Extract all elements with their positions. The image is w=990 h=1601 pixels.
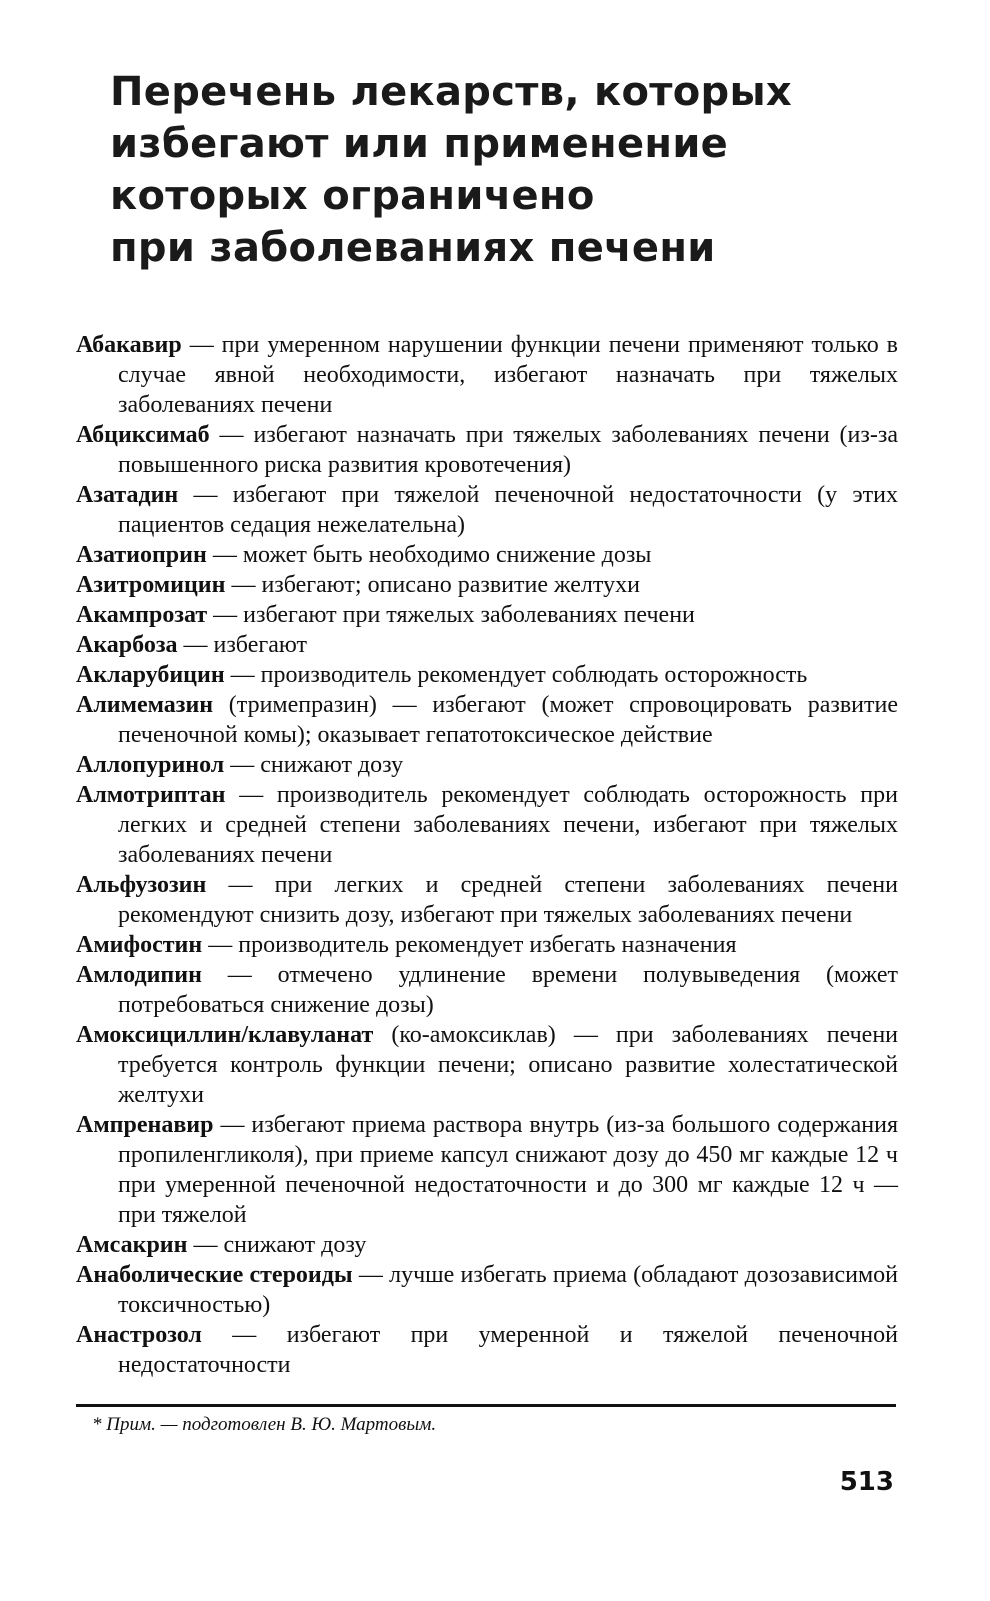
drug-entry [76,1260,898,1320]
drug-entry [76,630,898,660]
drug-name: Акларубицин [76,662,225,688]
title-line: Перечень лекарств, которых [110,69,793,115]
drug-entry [76,1110,898,1230]
drug-note: — производитель рекомендует избегать назначения [202,932,737,958]
page-number: 513 [839,1467,894,1497]
drug-note: — избегают назначать при тяжелых заболеваниях печени (из-за повышенного риска развития кровотечения) [118,422,898,478]
drug-name: Амоксициллин/клавуланат [76,1022,374,1048]
drug-entry [76,690,898,750]
drug-name: Амлодипин [76,962,202,988]
drug-note: — избегают приема раствора внутрь (из-за большого содержания пропиленгликоля), при приеме капсул снижают дозу до 450 мг каждые 12 ч при умеренной печеночной недостаточности и до 300 мг каждые 12 ч — при тяжелой [118,1112,898,1228]
drug-entry [76,570,898,600]
drug-name: Амсакрин [76,1232,188,1258]
drug-note: — снижают дозу [187,1232,367,1258]
title-line: которых ограничено [110,173,595,219]
drug-note: — снижают дозу [224,752,404,778]
drug-entry [76,540,898,570]
drug-name: Алимемазин [76,692,214,718]
drug-entry [76,480,898,540]
drug-note: — лучше избегать приема (обладают дозозависимой токсичностью) [118,1262,898,1318]
drug-note: — при легких и средней степени заболеваниях печени рекомендуют снизить дозу, избегают при тяжелых заболеваниях печени [118,872,898,928]
drug-name: Амифостин [76,932,203,958]
drug-entry [76,930,898,960]
drug-name: Акарбоза [76,632,178,658]
drug-entry [76,600,898,630]
drug-note: — при умеренном нарушении функции печени применяют только в случае явной необходимости, избегают назначать при тяжелых заболеваниях печени [118,332,898,418]
drug-name: Абакавир [76,332,182,358]
drug-note: — производитель рекомендует соблюдать осторожность при легких и средней степени заболеваниях печени, избегают при тяжелых заболеваниях печени [118,782,898,868]
drug-note: — производитель рекомендует соблюдать осторожность [224,662,808,688]
drug-entry [76,1230,898,1260]
drug-entry [76,330,898,420]
drug-note: — избегают при тяжелых заболеваниях печени [207,602,695,628]
drug-note: — избегают [177,632,307,658]
page-title [110,66,910,274]
footnote: * Прим. — подготовлен В. Ю. Мартовым. [92,1414,437,1435]
title-line: избегают или применение [110,121,729,167]
drug-note: — избегают; описано развитие желтухи [225,572,640,598]
drug-note: (ко-амоксиклав) — при заболеваниях печени требуется контроль функции печени; описано развитие холестатической желтухи [118,1022,898,1108]
drug-entry [76,1320,898,1380]
drug-name: Аллопуринол [76,752,225,778]
drug-entry [76,660,898,690]
drug-note: (тримепразин) — избегают (может спровоцировать развитие печеночной комы); оказывает гепатотоксическое действие [118,692,898,748]
drug-name: Акампрозат [76,602,208,628]
drug-entry [76,750,898,780]
title-line: при заболеваниях печени [110,225,716,271]
drug-entry [76,1020,898,1110]
drug-name: Ампренавир [76,1112,214,1138]
drug-name: Альфузозин [76,872,207,898]
drug-name: Анастрозол [76,1322,202,1348]
drug-note: — отмечено удлинение времени полувыведения (может потребоваться снижение дозы) [118,962,898,1018]
drug-entry [76,870,898,930]
drug-entry [76,420,898,480]
drug-name: Абциксимаб [76,422,210,448]
drug-entry [76,960,898,1020]
drug-note: — может быть необходимо снижение дозы [206,542,652,568]
drug-name: Алмотриптан [76,782,226,808]
drug-list [76,330,898,1380]
drug-entry [76,780,898,870]
drug-name: Азитромицин [76,572,226,598]
drug-note: — избегают при тяжелой печеночной недостаточности (у этих пациентов седация нежелательна) [118,482,898,538]
footnote-divider [76,1404,896,1407]
drug-name: Анаболические стероиды [76,1262,353,1288]
drug-name: Азатиоприн [76,542,207,568]
drug-note: — избегают при умеренной и тяжелой печеночной недостаточности [118,1322,898,1378]
drug-name: Азатадин [76,482,179,508]
